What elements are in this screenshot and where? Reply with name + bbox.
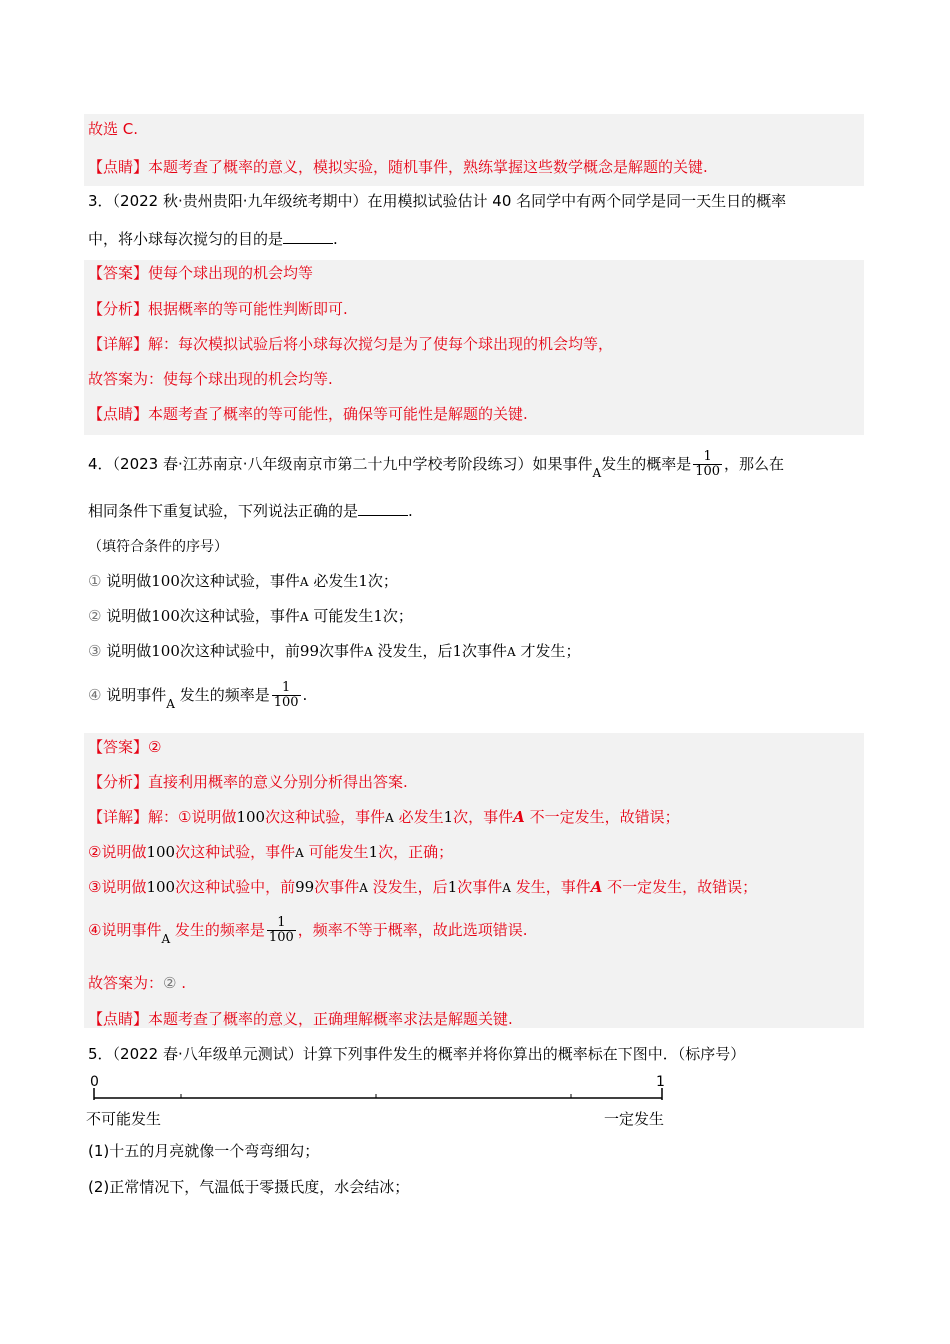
q3-final: 故答案为：使每个球出现的机会均等. xyxy=(88,370,333,388)
number-line-one: 1 xyxy=(656,1074,665,1090)
q4-option-4: ④ 说明事件$_A$ 发生的频率是 $\frac{1}{100}$ . xyxy=(88,680,308,711)
probability-number-line xyxy=(86,1072,686,1132)
q3-solution: 【详解】解：每次模拟试验后将小球每次搅匀是为了使每个球出现的机会均等， xyxy=(88,335,614,353)
q3-comment: 【点睛】本题考查了概率的等可能性，确保等可能性是解题的关键. xyxy=(88,405,528,423)
q4-option-3: ③ 说明做100次这种试验中，前99次事件A 没发生，后1次事件A 才发生； xyxy=(88,642,581,660)
q3-stem-line2: 中，将小球每次搅匀的目的是 . xyxy=(88,230,338,248)
fraction-1-100: $\frac{1}{100}$ xyxy=(695,449,721,479)
q4-option-1: ① 说明做100次这种试验，事件A 必发生1次； xyxy=(88,572,398,590)
q4-solution-4: ④说明事件$_A$ 发生的频率是 $\frac{1}{100}$ ，频率不等于概率，故此选项错误. xyxy=(88,915,528,946)
blank xyxy=(283,229,333,244)
q3-answer: 【答案】使每个球出现的机会均等 xyxy=(88,264,314,282)
q4-analysis: 【分析】直接利用概率的意义分别分析得出答案. xyxy=(88,773,408,791)
number-line-zero: 0 xyxy=(90,1074,99,1090)
blank xyxy=(358,501,408,516)
q3-analysis: 【分析】根据概率的等可能性判断即可. xyxy=(88,300,348,318)
q4-final: 故答案为：② . xyxy=(88,974,187,992)
q4-answer: 【答案】② xyxy=(88,738,162,756)
fraction-1-100: $\frac{1}{100}$ xyxy=(273,680,299,710)
comment-line: 【点睛】本题考查了概率的意义，模拟实验，随机事件，熟练掌握这些数学概念是解题的关键. xyxy=(88,158,708,176)
number-line-axis xyxy=(86,1082,686,1112)
q4-solution-1: 【详解】解：①说明做100次这种试验，事件A 必发生1次，事件A 不一定发生，故错误； xyxy=(88,808,680,826)
number-line-label-certain: 一定发生 xyxy=(604,1110,665,1128)
q5-stem: 5．（2022 春·八年级单元测试）计算下列事件发生的概率并将你算出的概率标在下图中．（标序号） xyxy=(88,1045,746,1063)
q4-option-2: ② 说明做100次这种试验，事件A 可能发生1次； xyxy=(88,607,413,625)
conclusion-line: 故选 C. xyxy=(88,120,139,138)
q5-item-1: (1)十五的月亮就像一个弯弯细勾； xyxy=(88,1142,320,1160)
number-line-label-impossible: 不可能发生 xyxy=(86,1110,162,1128)
q4-stem-line3: （填符合条件的序号） xyxy=(88,539,228,555)
q4-stem-line1: 4．（2023 春·江苏南京·八年级南京市第二十九中学校考阶段练习）如果事件$_A$发生的概率是 $\frac{1}{100}$ ，那么在 xyxy=(88,449,785,480)
q4-comment: 【点睛】本题考查了概率的意义，正确理解概率求法是解题关键. xyxy=(88,1010,513,1028)
q4-solution-3: ③说明做100次这种试验中，前99次事件A 没发生，后1次事件A 发生，事件A 不一定发生，故错误； xyxy=(88,878,758,896)
q5-item-2: (2)正常情况下，气温低于零摄氏度，水会结冰； xyxy=(88,1178,410,1196)
q4-stem-line2: 相同条件下重复试验，下列说法正确的是 . xyxy=(88,502,413,520)
q3-stem-line1: 3．（2022 秋·贵州贵阳·九年级统考期中）在用模拟试验估计 40 名同学中有两个同学是同一天生日的概率 xyxy=(88,192,787,210)
q4-solution-2: ②说明做100次这种试验，事件A 可能发生1次，正确； xyxy=(88,843,454,861)
fraction-1-100: $\frac{1}{100}$ xyxy=(268,915,294,945)
